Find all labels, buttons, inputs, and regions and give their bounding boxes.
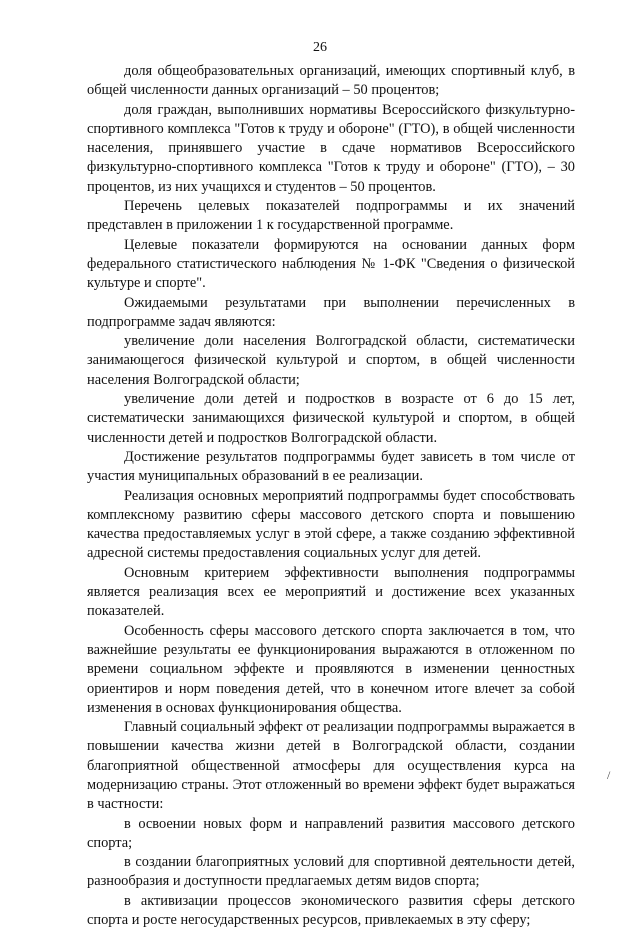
paragraph: Перечень целевых показателей подпрограммы и их значений представлен в приложении 1 к государственной программе.: [87, 198, 575, 234]
paragraph: Целевые показатели формируются на основании данных форм федерального статистического наблюдения № 1-ФК "Сведения о физической культуре и спорте".: [87, 236, 575, 292]
paragraph: Особенность сферы массового детского спорта заключается в том, что важнейшие результаты ее функционирования выражаются в отложенном по времени социальном эффекте и проявляются в изменении ценностных ориентиров и норм поведения детей, что в конечном итоге влечет за собой изменения в основах функционирования общества.: [87, 622, 575, 716]
paragraph: доля общеобразовательных организаций, имеющих спортивный клуб, в общей численности данных организаций – 50 процентов;: [87, 63, 575, 99]
paragraph: доля граждан, выполнивших нормативы Всероссийского физкультурно-спортивного комплекса "Готов к труду и обороне" (ГТО), в общей численности населения, принявшего участие в сдаче нормативов Всероссийского физкультурно-спортивного комплекса "Готов к труду и обороне" (ГТО), – 30 процентов, из них учащихся и студентов – 50 процентов.: [87, 101, 575, 195]
paragraph: увеличение доли детей и подростков в возрасте от 6 до 15 лет, систематически занимающихся физической культурой и спортом, в общей численности детей и подростков Волгоградской области.: [87, 391, 575, 446]
paragraph: в создании благоприятных условий для спортивной деятельности детей, разнообразия и доступности предлагаемых детям видов спорта;: [87, 854, 575, 890]
document-body: [87, 62, 575, 930]
scan-mark: /: [607, 768, 611, 782]
paragraph: увеличение доли населения Волгоградской области, систематически занимающегося физической культурой и спортом, в общей численности населения Волгоградской области;: [87, 333, 575, 388]
paragraph: Главный социальный эффект от реализации подпрограммы выражается в повышении качества жизни детей в Волгоградской области, создании благоприятной общественной атмосферы для осуществления курса на модернизацию страны. Этот отложенный во времени эффект будет выражаться в частности:: [87, 719, 575, 813]
paragraph: в освоении новых форм и направлений развития массового детского спорта;: [87, 815, 575, 851]
paragraph: Достижение результатов подпрограммы будет зависеть в том числе от участия муниципальных образований в ее реализации.: [87, 448, 575, 485]
paragraph: Основным критерием эффективности выполнения подпрограммы является реализация всех ее мероприятий и достижение всех указанных показателей.: [87, 564, 575, 620]
paragraph: в активизации процессов экономического развития сферы детского спорта и росте негосударственных ресурсов, привлекаемых в эту сферу;: [87, 892, 575, 929]
paragraph: Реализация основных мероприятий подпрограммы будет способствовать комплексному развитию сферы массового детского спорта и повышению качества предоставляемых услуг в этой сфере, а также созданию эффективной адресной системы предоставления социальных услуг для детей.: [87, 487, 575, 562]
page-number: 26: [313, 40, 327, 55]
paragraph: Ожидаемыми результатами при выполнении перечисленных в подпрограмме задач являются:: [87, 294, 575, 330]
